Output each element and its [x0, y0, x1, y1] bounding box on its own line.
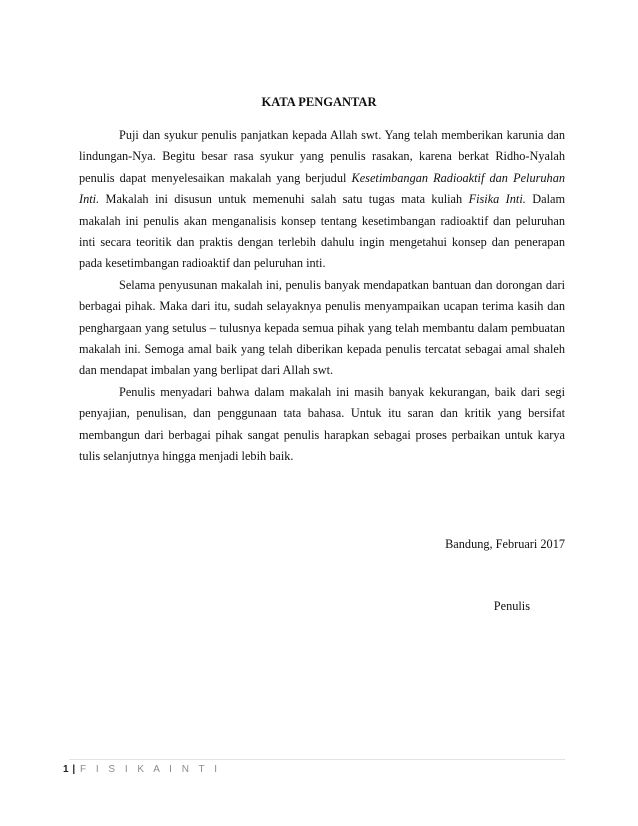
- paragraph-1-text-start: Puji dan syukur penulis panjatkan kepada Allah swt. Yang telah memberikan karunia dan lindungan-Nya. Begitu besar rasa syukur yang penulis rasakan, karena berkat Ridho-Nyalah penulis dapat menyelesaikan makalah yang berjudul: [79, 128, 565, 185]
- paragraph-1: [79, 125, 565, 275]
- paragraph-1-text-end: Dalam makalah ini penulis akan menganalisis konsep tentang kesetimbangan radioaktif dan peluruhan inti secara teoritik dan praktis dengan terlebih dahulu ingin mengetahui konsep dan penerapan pada kesetimbangan radioaktif dan peluruhan inti.: [79, 192, 566, 271]
- signer-name: Penulis: [493, 599, 530, 613]
- footer-separator: |: [72, 764, 76, 775]
- paragraph-1-text-middle: Makalah ini disusun untuk memenuhi salah satu tugas mata kuliah: [99, 192, 469, 207]
- page-number: 1: [63, 764, 69, 775]
- footer-course-name: F I S I K A I N T I: [79, 764, 221, 775]
- footer-divider: [69, 759, 565, 760]
- paragraph-3: Penulis menyadari bahwa dalam makalah ini masih banyak kekurangan, baik dari segi penyajian, penulisan, dan penggunaan tata bahasa. Untuk itu saran dan kritik yang bersifat membangun dari berbagai pihak sangat penulis harapkan sebagai proses perbaikan untuk karya tulis selanjutnya hingga menjadi lebih baik.: [79, 384, 565, 464]
- document-body: [79, 125, 565, 468]
- place-date: Bandung, Februari 2017: [445, 537, 565, 551]
- paragraph-2: Selama penyusunan makalah ini, penulis banyak mendapatkan bantuan dan dorongan dari berbagai pihak. Maka dari itu, sudah selayaknya penulis menyampaikan ucapan terima kasih dan penghargaan yang setulus – tulusnya kepada semua pihak yang telah membantu dalam pembuatan makalah ini. Semoga amal baik yang telah diberikan kepada penulis tercatat sebagai amal shaleh dan mendapat imbalan yang berlipat dari Allah swt.: [79, 277, 565, 378]
- course-name-italic: Fisika Inti.: [468, 192, 526, 207]
- page-footer: [63, 764, 221, 775]
- page-title: KATA PENGANTAR: [261, 95, 377, 109]
- paper-title-italic: Kesetimbangan Radioaktif dan Peluruhan Inti.: [79, 170, 565, 207]
